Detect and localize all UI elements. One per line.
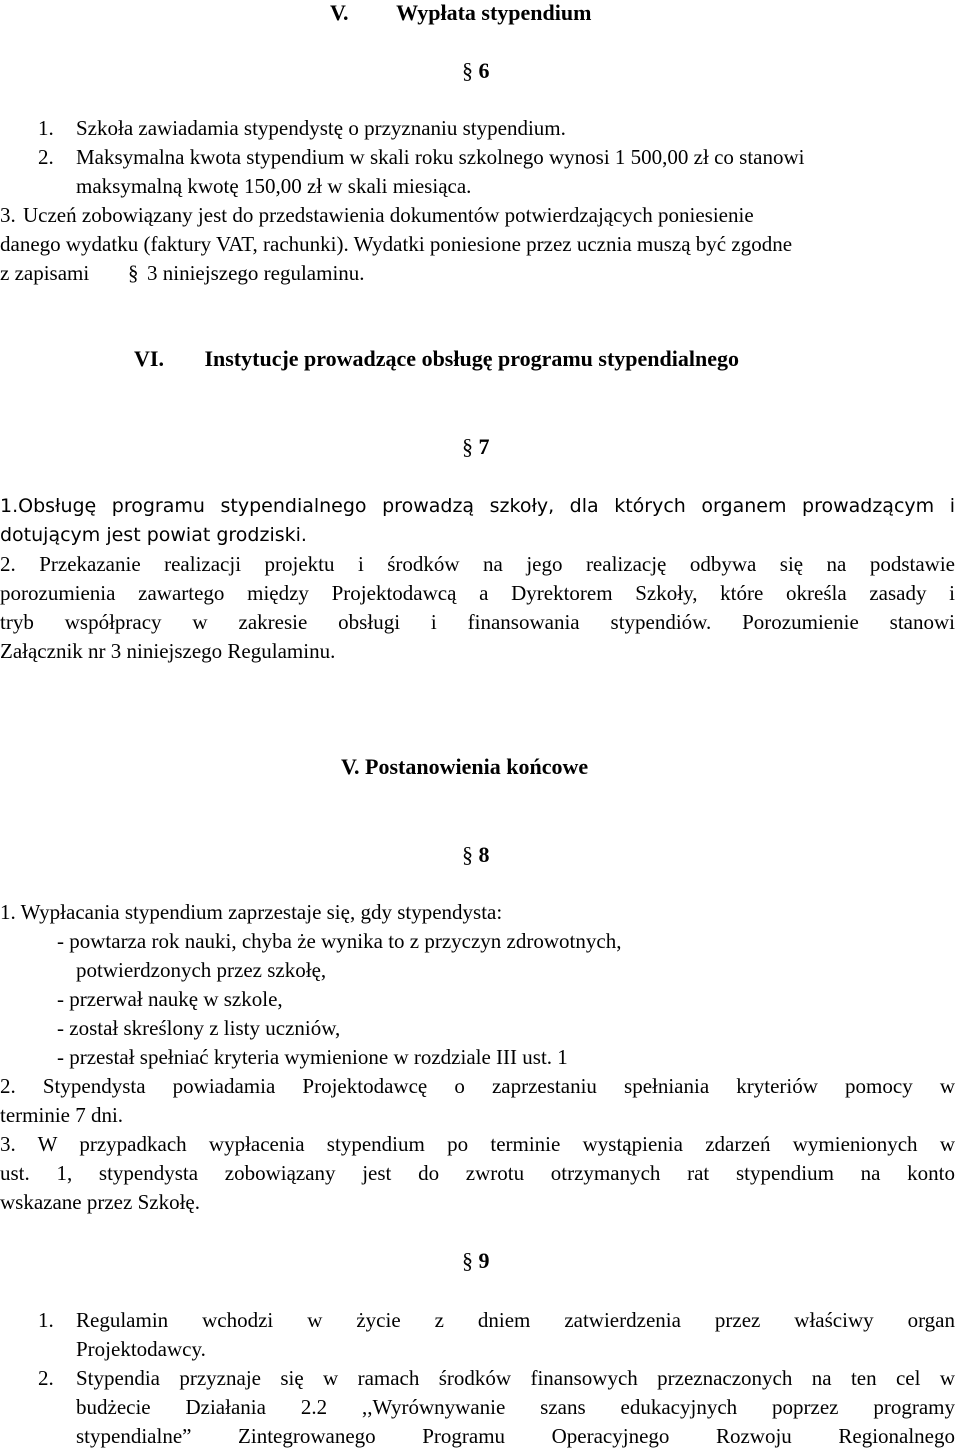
paragraph-text: 1. Wypłacania stypendium zaprzestaje się, gdy stypendysta: xyxy=(0,900,503,924)
paragraph-text: ust. 1, stypendysta zobowiązany jest do zwrotu otrzymanych rat stypendium na konto xyxy=(0,1161,955,1185)
paragraph-text: porozumienia zawartego między Projektodawcą a Dyrektorem Szkoły, które określa zasady i xyxy=(0,581,955,605)
list-item-text: Uczeń zobowiązany jest do przedstawienia dokumentów potwierdzających poniesienie xyxy=(23,203,754,227)
paragraph-text: 2. Przekazanie realizacji projektu i środków na jego realizację odbywa się na podstawie xyxy=(0,552,955,576)
section-number: V. xyxy=(330,0,349,25)
list-item-text: maksymalną kwotę 150,00 zł w skali miesiąca. xyxy=(76,174,472,198)
paragraph-text: wskazane przez Szkołę. xyxy=(0,1190,200,1214)
bullet-item: potwierdzonych przez szkołę, xyxy=(76,958,327,982)
list-number: 2. xyxy=(38,145,54,169)
list-number: 1. xyxy=(38,1308,54,1332)
paragraph-text: Załącznik nr 3 niniejszego Regulaminu. xyxy=(0,639,336,663)
bullet-item: - został skreślony z listy uczniów, xyxy=(57,1016,341,1040)
paragraph-text: 2. Stypendysta powiadamia Projektodawcę o zaprzestaniu spełniania kryteriów pomocy w xyxy=(0,1074,955,1098)
paragraph-text: dotującym jest powiat grodziski. xyxy=(0,524,307,546)
paragraph-mark-9 xyxy=(462,1248,490,1274)
bullet-item: - powtarza rok nauki, chyba że wynika to z przyczyn zdrowotnych, xyxy=(57,929,622,953)
section-heading-final: V. Postanowienia końcowe xyxy=(341,754,589,779)
paragraph-text: tryb współpracy w zakresie obsługi i finansowania stypendiów. Porozumienie stanowi xyxy=(0,610,955,634)
section-heading-v xyxy=(330,0,591,26)
paragraph-sign: § xyxy=(462,434,473,459)
paragraph-number: 7 xyxy=(478,434,490,459)
paragraph-number: 6 xyxy=(478,58,490,83)
section-number: VI. xyxy=(134,346,164,371)
paragraph-sign: § xyxy=(462,842,473,867)
paragraph-text: 3. W przypadkach wypłacenia stypendium po terminie wystąpienia zdarzeń wymienionych w xyxy=(0,1132,955,1156)
paragraph-mark-8 xyxy=(462,842,490,868)
section-title: Wypłata stypendium xyxy=(396,0,592,25)
list-number: 2. xyxy=(38,1366,54,1390)
paragraph-sign: § xyxy=(462,58,473,83)
section-title: Instytucje prowadzące obsługę programu stypendialnego xyxy=(204,346,739,371)
list-item-text: 3 niniejszego regulaminu. xyxy=(147,261,365,285)
list-item-text: Projektodawcy. xyxy=(76,1337,206,1361)
list-item-text: Szkoła zawiadamia stypendystę o przyznaniu stypendium. xyxy=(76,116,566,140)
bullet-item: - przestał spełniać kryteria wymienione w rozdziale III ust. 1 xyxy=(57,1045,568,1069)
list-item-text: z zapisami xyxy=(0,261,90,285)
paragraph-sign: § xyxy=(128,261,139,285)
bullet-item: - przerwał naukę w szkole, xyxy=(57,987,283,1011)
list-number: 3. xyxy=(0,203,16,227)
section-heading-vi xyxy=(134,346,739,372)
list-item-text: Maksymalna kwota stypendium w skali roku szkolnego wynosi 1 500,00 zł co stanowi xyxy=(76,145,805,169)
list-item-text: Stypendia przyznaje się w ramach środków finansowych przeznaczonych na ten cel w xyxy=(76,1366,955,1390)
list-item-text: budżecie Działania 2.2 ,,Wyrównywanie szans edukacyjnych poprzez programy xyxy=(76,1395,955,1419)
paragraph-number: 9 xyxy=(478,1248,490,1273)
list-item-text: Regulamin wchodzi w życie z dniem zatwierdzenia przez właściwy organ xyxy=(76,1308,955,1332)
list-item-text: danego wydatku (faktury VAT, rachunki). Wydatki poniesione przez ucznia muszą być zgodne xyxy=(0,232,793,256)
paragraph-mark-7 xyxy=(462,434,490,460)
paragraph-text: 1.Obsługę programu stypendialnego prowadzą szkoły, dla których organem prowadzącym i xyxy=(0,495,955,517)
paragraph-mark-6 xyxy=(462,58,490,84)
paragraph-text: terminie 7 dni. xyxy=(0,1103,124,1127)
list-item-text: stypendialne” Zintegrowanego Programu Operacyjnego Rozwoju Regionalnego xyxy=(76,1424,955,1448)
list-number: 1. xyxy=(38,116,54,140)
paragraph-sign: § xyxy=(462,1248,473,1273)
paragraph-number: 8 xyxy=(478,842,490,867)
